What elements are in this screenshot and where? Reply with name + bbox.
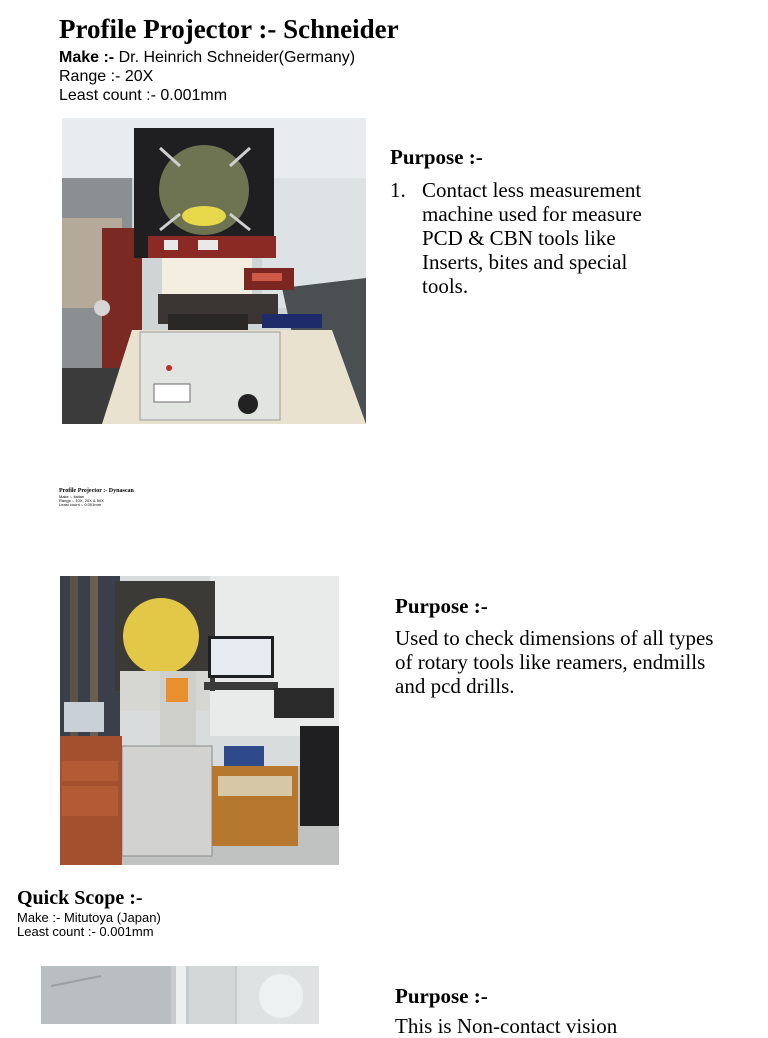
schneider-projector-photo [62,118,366,424]
dynascan-projector-photo [60,576,339,865]
section1-purpose-heading: Purpose :- [390,145,483,169]
section3-least-count: Least count :- 0.001mm [17,924,154,939]
section3-make: Make :- Mitutoya (Japan) [17,910,161,925]
section1-purpose-list [390,178,660,298]
section1-make-label: Make :- [59,49,115,66]
section2-title: Profile Projector :- Dynascan [59,488,134,494]
section3-purpose-heading: Purpose :- [395,984,488,1008]
section2-least-count: Least count :- 0.001mm [59,502,102,507]
section1-make [59,48,355,67]
section1-least-count: Least count :- 0.001mm [59,87,228,104]
list-item-text: Contact less measurement machine used for measure PCD & CBN tools like Inserts, bites and special tools. [422,178,642,298]
section1-range: Range :- 20X [59,68,154,85]
section2-purpose-heading: Purpose :- [395,594,488,618]
section3-title: Quick Scope :- [17,887,143,909]
section1-make-value: Dr. Heinrich Schneider(Germany) [114,49,356,66]
section2-purpose-text: Used to check dimensions of all types of rotary tools like reamers, endmills and pcd drills. [395,626,714,698]
quick-scope-photo [41,966,319,1024]
list-item-number: 1. [390,178,406,202]
section2-range: Range :- 10X, 20X & 50X [59,498,104,503]
section1-title: Profile Projector :- Schneider [59,14,399,44]
list-item [390,178,660,298]
section3-purpose-text: This is Non-contact vision [395,1014,618,1038]
section2-make: Make :- Italian [59,494,85,499]
